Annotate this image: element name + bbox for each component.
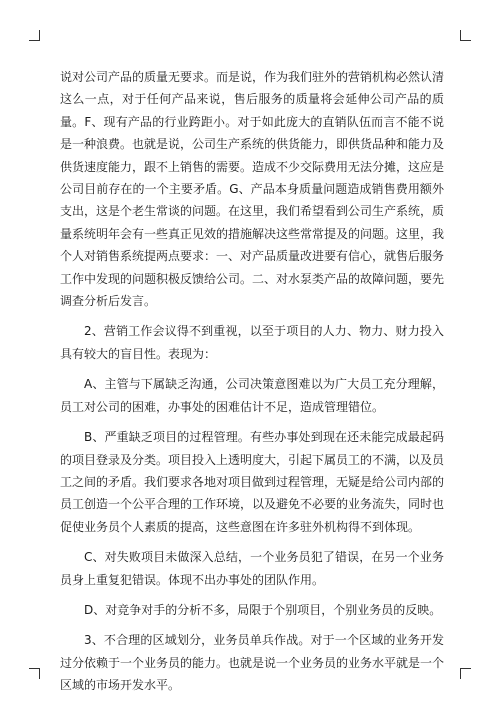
crop-mark-bottom-right: [460, 668, 471, 679]
document-body: [60, 66, 444, 705]
crop-mark-top-left: [29, 30, 40, 41]
paragraph-point-3: 3、不合理的区域划分，业务员单兵作战。对于一个区域的业务开发过分依赖于一个业务员的能力。也就是说一个业务员的业务水平就是一个区域的市场开发水平。: [60, 633, 445, 693]
paragraph-point-2: 2、营销工作会议得不到重视，以至于项目的人力、物力、财力投入具有较大的盲目性。表现为：: [60, 324, 444, 361]
paragraph-item-c: C、对失败项目未做深入总结，一个业务员犯了错误，在另一个业务员身上重复犯错误。体现不出办事处的团队作用。: [60, 550, 444, 587]
crop-mark-top-right: [460, 30, 471, 41]
paragraph-item-b: B、严重缺乏项目的过程管理。有些办事处到现在还未能完成最起码的项目登录及分类。项目投入上透明度大，引起下属员工的不满，以及员工之间的矛盾。我们要求各地对项目做到过程管理，无疑是给公司内部的员工创造一个公平合理的工作环境，以及避免不必要的业务流失，同时也促使业务员个人素质的提高，这些意图在许多驻外机构得不到体现。: [60, 430, 445, 534]
paragraph-continued: 说对公司产品的质量无要求。而是说，作为我们驻外的营销机构必然认清这么一点，对于任何产品来说，售后服务的质量将会延伸公司产品的质量。F、现有产品的行业跨距小。对于如此庞大的直销队伍而言不能不说是一种浪费。也就是说，公司生产系统的供货能力，即供货品种和能力及供货速度能力，跟不上销售的需要。造成不少交际费用无法分摊，这应是公司目前存在的一个主要矛盾。G、产品本身质量问题造成销售费用额外支出，这是个老生常谈的问题。在这里，我们希望看到公司生产系统，质量系统明年会有一些真正见效的措施解决这些常常提及的问题。这里，我个人对销售系统提两点要求：一、对产品质量改进要有信心，就售后服务工作中发现的问题积极反馈给公司。二、对水泵类产品的故障问题，要先调查分析后发言。: [60, 70, 445, 309]
paragraph-item-a: A、主管与下属缺乏沟通，公司决策意图难以为广大员工充分理解，员工对公司的困难，办事处的困难估计不足，造成管理错位。: [60, 377, 444, 414]
paragraph-item-d: D、对竞争对手的分析不多，局限于个别项目，个别业务员的反映。: [84, 602, 442, 617]
crop-mark-bottom-left: [29, 668, 40, 679]
